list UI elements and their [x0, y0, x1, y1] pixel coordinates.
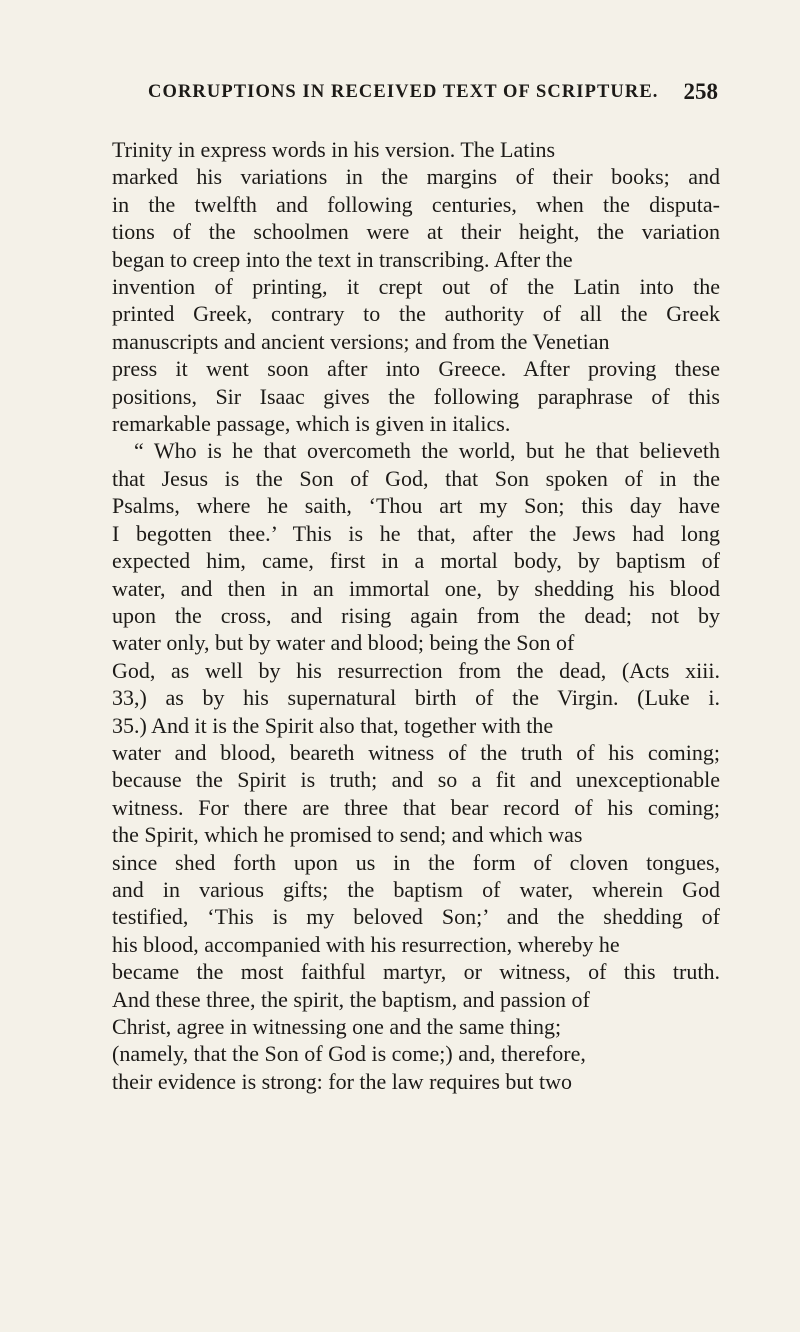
text-line: marked his variations in the margins of their books; and [112, 164, 720, 190]
text-line: the Spirit, which he promised to send; and which was [112, 822, 583, 848]
text-line: became the most faithful martyr, or witness, of this truth. [112, 959, 720, 985]
text-line: in the twelfth and following centuries, when the disputa- [112, 191, 721, 217]
text-line: and in various gifts; the baptism of water, wherein God [112, 876, 721, 902]
text-line: 33,) as by his supernatural birth of the Virgin. (Luke i. [112, 685, 720, 711]
text-line: water only, but by water and blood; being the Son of [112, 630, 575, 656]
text-line: since shed forth upon us in the form of cloven tongues, [112, 849, 721, 875]
text-line: their evidence is strong: for the law requires but two [112, 1068, 573, 1094]
text-line: positions, Sir Isaac gives the following paraphrase of this [112, 383, 720, 409]
running-title: CORRUPTIONS IN RECEIVED TEXT OF SCRIPTURE. [148, 82, 659, 102]
text-line: upon the cross, and rising again from the dead; not by [112, 602, 721, 628]
text-line: began to creep into the text in transcribing. After the [112, 246, 573, 272]
text-line: 35.) And it is the Spirit also that, together with the [112, 712, 554, 738]
text-line: manuscripts and ancient versions; and from the Venetian [112, 328, 610, 354]
body-text [112, 136, 720, 1095]
text-line: Christ, agree in witnessing one and the same thing; [112, 1014, 562, 1039]
text-line: (namely, that the Son of God is come;) and, therefore, [112, 1041, 586, 1067]
text-line: And these three, the spirit, the baptism, and passion of [112, 986, 590, 1012]
text-line: water and blood, beareth witness of the truth of his coming; [112, 739, 721, 765]
text-line: because the Spirit is truth; and so a fit and unexceptionable [112, 767, 720, 793]
text-line: invention of printing, it crept out of the Latin into the [112, 274, 721, 300]
page-number: 258 [683, 79, 718, 104]
text-line: I begotten thee.’ This is he that, after the Jews had long [112, 520, 720, 546]
text-line: remarkable passage, which is given in italics. [112, 411, 511, 437]
text-line: witness. For there are three that bear record of his coming; [112, 794, 720, 820]
text-line: testified, ‘This is my beloved Son;’ and the shedding of [112, 904, 720, 930]
text-line: water, and then in an immortal one, by shedding his blood [112, 575, 721, 601]
text-line: his blood, accompanied with his resurrection, whereby he [112, 931, 620, 957]
text-line: expected him, came, first in a mortal body, by baptism of [112, 548, 721, 574]
text-line: press it went soon after into Greece. After proving these [112, 356, 720, 382]
text-line: that Jesus is the Son of God, that Son spoken of in the [112, 465, 721, 491]
text-line: “ Who is he that overcometh the world, but he that believeth [134, 438, 720, 464]
running-head [148, 79, 718, 112]
text-line: Psalms, where he saith, ‘Thou art my Son; this day have [112, 493, 721, 519]
text-line: God, as well by his resurrection from the dead, (Acts xiii. [112, 657, 720, 683]
text-line: printed Greek, contrary to the authority of all the Greek [112, 301, 720, 327]
text-line: Trinity in express words in his version. The Latins [112, 137, 556, 162]
text-line: tions of the schoolmen were at their height, the variation [112, 219, 720, 245]
